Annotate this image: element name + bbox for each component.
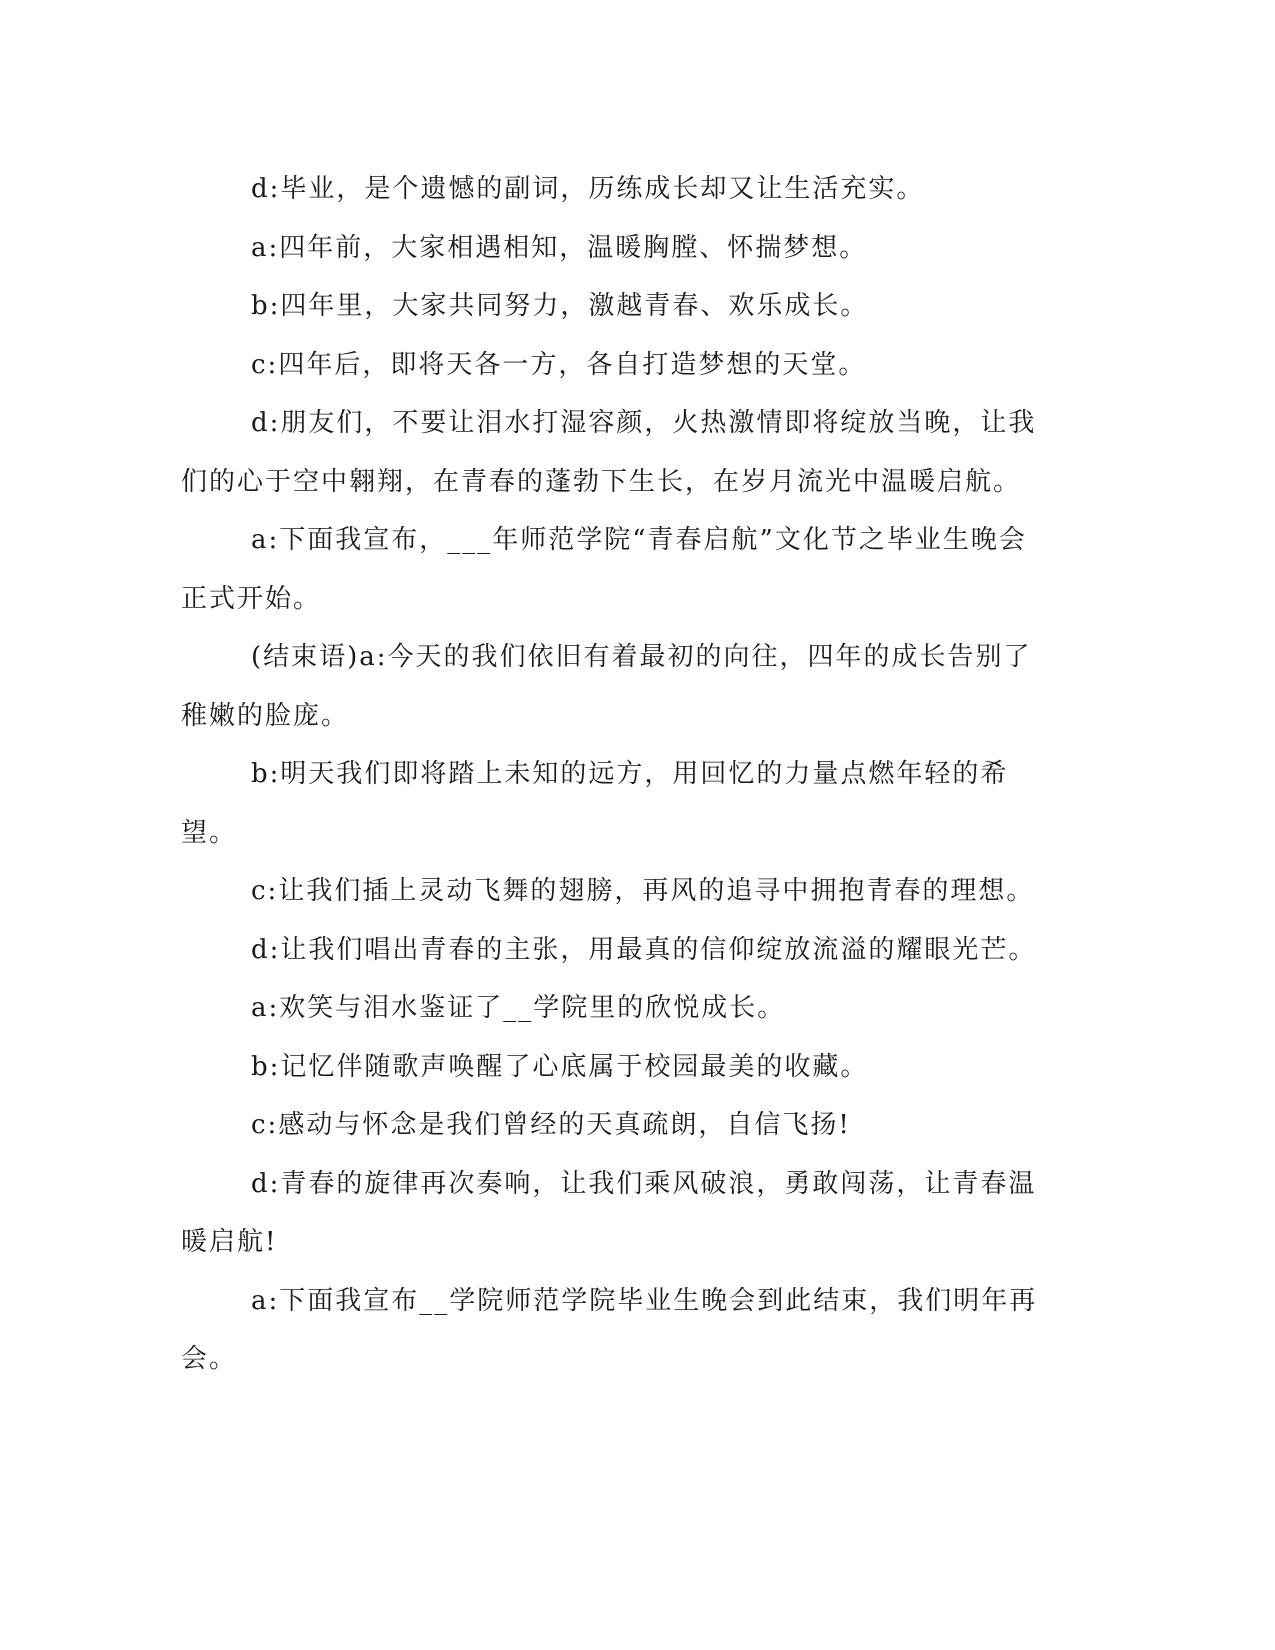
paragraph-2: a:四年前，大家相遇相知，温暖胸膛、怀揣梦想。 <box>251 232 868 263</box>
paragraph-5: d:朋友们，不要让泪水打湿容颜，火热激情即将绽放当晚，让我们的心于空中翱翔，在青春的蓬勃下生长，在岁月流光中温暖启航。 <box>181 408 1037 497</box>
paragraph-13: c:感动与怀念是我们曾经的天真疏朗，自信飞扬! <box>251 1110 851 1140</box>
document-body <box>181 160 1051 1389</box>
paragraph-11: a:欢笑与泪水鉴证了__学院里的欣悦成长。 <box>251 993 786 1023</box>
paragraph-7: (结束语)a:今天的我们依旧有着最初的向往，四年的成长告别了稚嫩的脸庞。 <box>181 642 1032 731</box>
paragraph-9: c:让我们插上灵动飞舞的翅膀，再风的追寻中拥抱青春的理想。 <box>251 876 1035 906</box>
paragraph-12: b:记忆伴随歌声唤醒了心底属于校园最美的收藏。 <box>251 1051 869 1082</box>
paragraph-8: b:明天我们即将踏上未知的远方，用回忆的力量点燃年轻的希望。 <box>181 759 1009 848</box>
paragraph-14: d:青春的旋律再次奏响，让我们乘风破浪，勇敢闯荡，让青春温暖启航! <box>181 1168 1037 1257</box>
paragraph-6: a:下面我宣布，___年师范学院“青春启航”文化节之毕业生晚会正式开始。 <box>181 525 1027 614</box>
paragraph-3: b:四年里，大家共同努力，激越青春、欢乐成长。 <box>251 291 869 321</box>
paragraph-10: d:让我们唱出青春的主张，用最真的信仰绽放流溢的耀眼光芒。 <box>251 934 1037 965</box>
paragraph-1: d:毕业，是个遗憾的副词，历练成长却又让生活充实。 <box>251 174 925 204</box>
paragraph-15: a:下面我宣布__学院师范学院毕业生晚会到此结束，我们明年再会。 <box>181 1285 1038 1374</box>
paragraph-4: c:四年后，即将天各一方，各自打造梦想的天堂。 <box>251 349 867 380</box>
